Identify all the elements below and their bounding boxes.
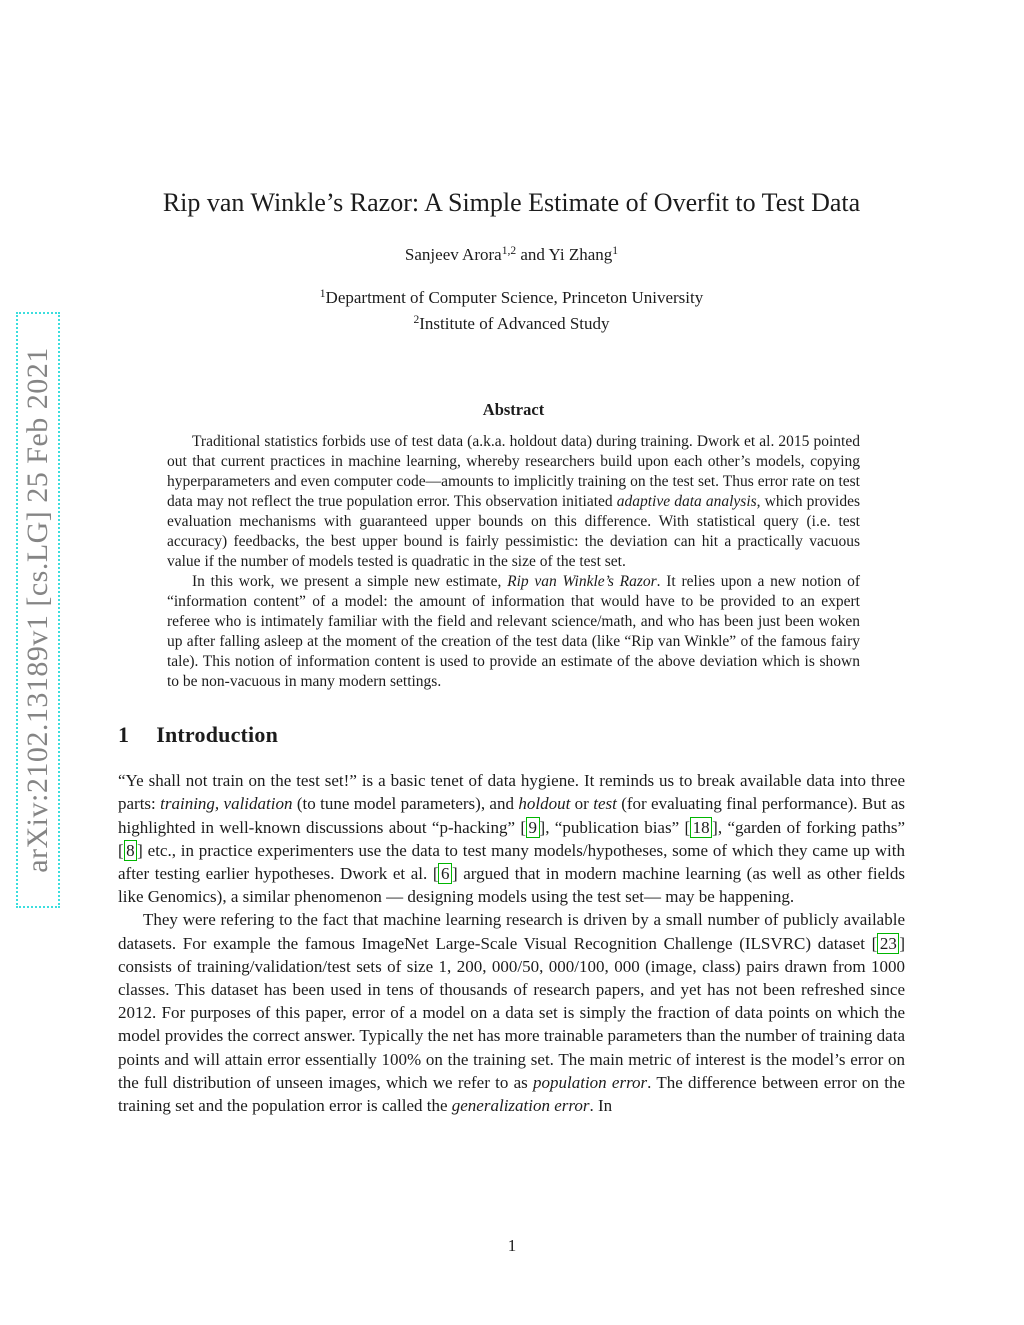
section-heading-introduction xyxy=(118,722,905,748)
abstract-paragraph-1 xyxy=(167,432,860,572)
abstract-body xyxy=(167,432,860,692)
superscript: 1 xyxy=(319,287,326,301)
text-run: Sanjeev Arora xyxy=(404,245,502,265)
text-run: In this work, we present a simple new estimate, xyxy=(192,573,508,591)
arxiv-watermark[interactable] xyxy=(16,312,60,908)
text-run: ], “garden of forking paths” [ xyxy=(118,817,905,860)
section-number: 1 xyxy=(118,722,130,748)
authors-line xyxy=(118,245,905,265)
text-run: (to tune model parameters), and xyxy=(292,794,519,814)
paper-content xyxy=(118,0,905,1117)
text-run: ] consists of training/validation/test sets of size 1, 200, 000/50, 000/100, 000 (image, class) pairs drawn from 1000 classes. This dataset has been used in tens of thousands of research papers, and yet has not been refreshed since 2012. For purposes of this paper, error of a model on a data set is simply the fraction of data points on which the model provides the correct answer. Typically the net has more trainable parameters than the number of training data points and will attain error essentially 100% on the training set. The main metric of interest is the model’s error on the full distribution of unseen images, which we refer to as xyxy=(118,933,905,1092)
affiliation-2 xyxy=(118,312,905,338)
superscript: 1,2 xyxy=(501,244,517,258)
intro-paragraph-2 xyxy=(118,908,905,1117)
text-run: They were refering to the fact that machine learning research is driven by a small number of publicly available datasets. For example the famous ImageNet Large-Scale Visual Recognition Challenge (ILSVRC) dataset [ xyxy=(118,910,905,953)
text-run: . The difference between error on the training set and the population error is called the xyxy=(118,1072,905,1116)
affiliations-block xyxy=(118,286,905,338)
abstract-heading: Abstract xyxy=(482,400,545,420)
text-run: (for evaluating final performance). But as highlighted in well-known discussions about “p-hacking” [ xyxy=(118,794,905,837)
text-run: “Ye shall not train on the test set!” is a basic tenet of data hygiene. It reminds us to break available data into three parts: xyxy=(118,771,905,814)
page-number: 1 xyxy=(507,1236,517,1255)
superscript: 1 xyxy=(612,244,619,258)
text-run: Traditional statistics forbids use of test data (a.k.a. holdout data) during training. Dwork et al. 2015 pointed out that current practices in machine learning, whereby researchers build upon each other’s models, copying hyperparameters and even computer code—amounts to implicitly training on the test set. Thus error rate on test data may not reflect the true population error. This observation initiated xyxy=(167,433,860,511)
italic-text: generalization error xyxy=(451,1096,590,1116)
italic-text: population error xyxy=(533,1072,648,1092)
abstract-paragraph-2 xyxy=(167,572,860,692)
italic-text: Rip van Winkle’s Razor xyxy=(507,573,657,591)
text-run: and Yi Zhang xyxy=(516,245,613,265)
affiliation-1 xyxy=(118,286,905,312)
text-run: Department of Computer Science, Princeton University xyxy=(325,288,704,308)
arxiv-watermark-text[interactable]: arXiv:2102.13189v1 [cs.LG] 25 Feb 2021 xyxy=(21,347,54,873)
intro-paragraph-1 xyxy=(118,769,905,908)
text-run: ] etc., in practice experimenters use the data to test many models/hypotheses, some of which they came up with after testing earlier hypotheses. Dwork et al. [ xyxy=(118,840,905,883)
text-run: . In xyxy=(589,1096,613,1116)
citation-link[interactable]: 23 xyxy=(877,933,899,954)
citation-link[interactable]: 18 xyxy=(690,817,712,838)
text-run: ], “publication bias” [ xyxy=(539,817,691,837)
citation-link[interactable]: 6 xyxy=(438,863,452,884)
text-run: ] argued that in modern machine learning (as well as other fields like Genomics), a similar phenomenon — designing models using the test set— may be happening. xyxy=(118,864,905,907)
citation-link[interactable]: 9 xyxy=(526,817,540,838)
italic-text: test xyxy=(593,794,617,814)
section-title: Introduction xyxy=(156,722,279,748)
abstract-section xyxy=(167,400,860,692)
citation-link[interactable]: 8 xyxy=(124,840,138,861)
text-run: , which provides evaluation mechanisms with guaranteed upper bounds on this difference. With statistical query (i.e. test accuracy) feedbacks, the best upper bound is fairly pessimistic: the deviation can hit a practically vacuous value if the number of models tested is quadratic in the size of the test set. xyxy=(167,493,860,571)
italic-text: holdout xyxy=(518,794,571,814)
superscript: 2 xyxy=(413,313,420,327)
text-run: or xyxy=(570,794,594,814)
text-run: Institute of Advanced Study xyxy=(419,314,610,334)
italic-text: adaptive data analysis xyxy=(616,493,757,511)
paper-title: Rip van Winkle’s Razor: A Simple Estimate of Overfit to Test Data xyxy=(162,188,861,217)
text-run: . It relies upon a new notion of “information content” of a model: the amount of information that would have to be provided to an expert referee who is intimately familiar with the field and relevant science/math, and who has been just been woken up after falling asleep at the moment of the creation of the test data (like “Rip van Winkle” of the famous fairy tale). This notion of information content is used to provide an estimate of the above deviation which is shown to be non-vacuous in many modern settings. xyxy=(167,573,860,691)
italic-text: training, validation xyxy=(160,794,293,814)
